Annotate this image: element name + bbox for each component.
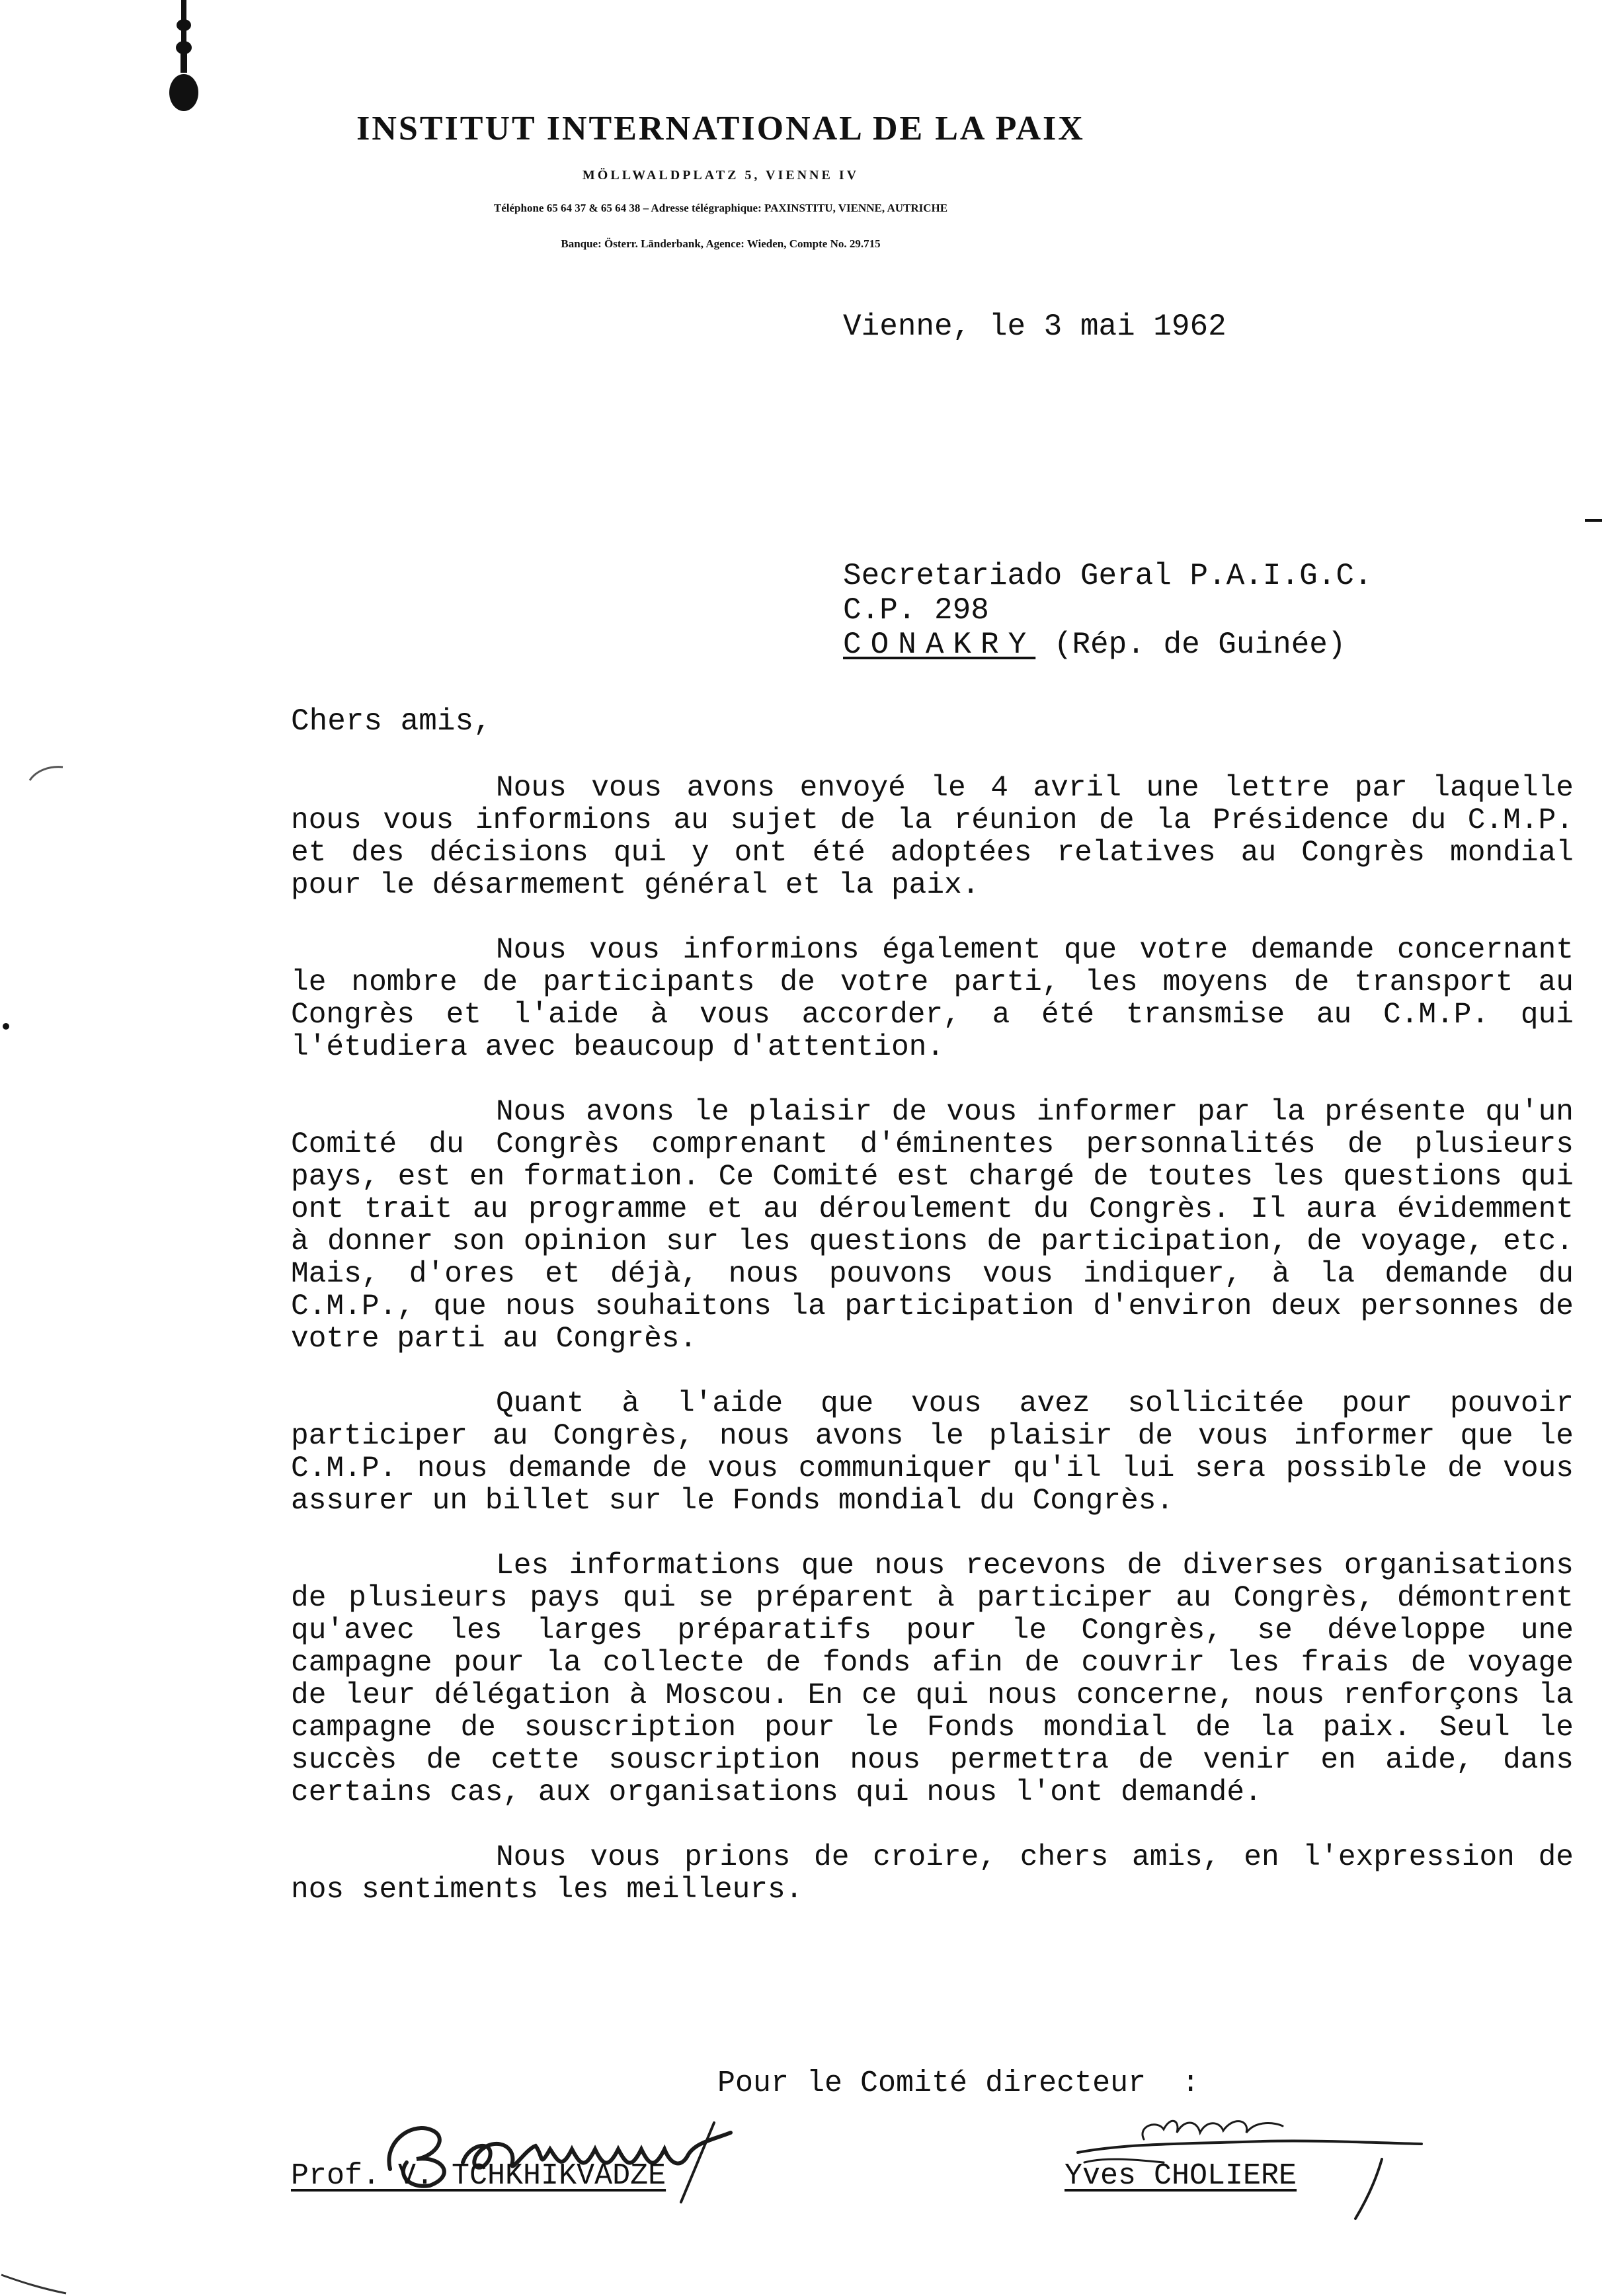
body-paragraph: Nous vous informions également que votre demande concernant le nombre de participants de votre parti, les moyens de transport au Congrès et l'aide à vous accorder, a été transmise au C.M.P. qui l'étudiera avec beaucoup d'attention. bbox=[291, 934, 1574, 1064]
margin-tick bbox=[1584, 516, 1603, 525]
letterhead-phone: Téléphone 65 64 37 & 65 64 38 – Adresse télégraphique: PAXINSTITU, VIENNE, AUTRICHE bbox=[493, 202, 948, 214]
body-paragraph: Nous vous prions de croire, chers amis, en l'expression de nos sentiments les meilleurs. bbox=[291, 1841, 1574, 1906]
letter-body bbox=[291, 772, 1574, 1939]
letter-date: Vienne, le 3 mai 1962 bbox=[843, 309, 1226, 344]
letterhead-bank: Banque: Österr. Länderbank, Agence: Wieden, Compte No. 29.715 bbox=[561, 237, 881, 250]
left-signatory-name: Prof. V. TCHKHIKVADZE bbox=[291, 2159, 666, 2193]
margin-scratch-mark bbox=[26, 760, 66, 787]
binder-mark bbox=[167, 0, 201, 112]
right-signatory bbox=[1065, 2159, 1297, 2193]
left-signatory bbox=[291, 2159, 666, 2193]
margin-dot bbox=[1, 1022, 11, 1031]
recipient-line-2: C.P. 298 bbox=[843, 593, 989, 628]
recipient-line-3 bbox=[843, 628, 1373, 662]
body-paragraph: Les informations que nous recevons de diverses organisations de plusieurs pays qui se préparent à participer au Congrès, démontrent qu'avec les larges préparatifs pour le Congrès, se développe une campagne pour la collecte de fonds afin de couvrir les frais de voyage de leur délégation à Moscou. En ce qui nous concerne, nous renforçons la campagne de souscription pour le Fonds mondial de la paix. Seul le succès de cette souscription nous permettra de venir en aide, dans certains cas, aux organisations qui nous l'ont demandé. bbox=[291, 1549, 1574, 1809]
letterhead-title: INSTITUT INTERNATIONAL DE LA PAIX bbox=[356, 110, 1085, 147]
recipient-address bbox=[843, 559, 1373, 662]
body-paragraph: Nous vous avons envoyé le 4 avril une lettre par laquelle nous vous informions au sujet de la réunion de la Présidence du C.M.P. et des décisions qui y ont été adoptées relatives au Congrès mondial pour le désarmement général et la paix. bbox=[291, 772, 1574, 902]
bottom-corner-mark bbox=[0, 2262, 79, 2295]
closing-line: Pour le Comité directeur : bbox=[717, 2067, 1200, 2100]
body-paragraph: Quant à l'aide que vous avez sollicitée pour pouvoir participer au Congrès, nous avons le plaisir de vous informer que le C.M.P. nous demande de vous communiquer qu'il lui sera possible de vous assurer un billet sur le Fonds mondial du Congrès. bbox=[291, 1387, 1574, 1518]
salutation: Chers amis, bbox=[291, 704, 492, 739]
letterhead bbox=[291, 106, 1150, 253]
body-paragraph: Nous avons le plaisir de vous informer par la présente qu'un Comité du Congrès comprenant d'éminentes personnalités de plusieurs pays, est en formation. Ce Comité est chargé de toutes les questions qui ont trait au programme et au déroulement du Congrès. Il aura évidemment à donner son opinion sur les questions de participation, de voyage, etc. Mais, d'ores et déjà, nous pouvons vous indiquer, à la demande du C.M.P., que nous souhaitons la participation d'environ deux personnes de votre parti au Congrès. bbox=[291, 1096, 1574, 1356]
right-signatory-name: Yves CHOLIERE bbox=[1065, 2159, 1297, 2193]
recipient-city: CONAKRY bbox=[843, 628, 1036, 662]
recipient-country: (Rép. de Guinée) bbox=[1053, 628, 1346, 662]
letterhead-address: MÖLLWALDPLATZ 5, VIENNE IV bbox=[582, 168, 860, 183]
recipient-line-1: Secretariado Geral P.A.I.G.C. bbox=[843, 559, 1373, 593]
